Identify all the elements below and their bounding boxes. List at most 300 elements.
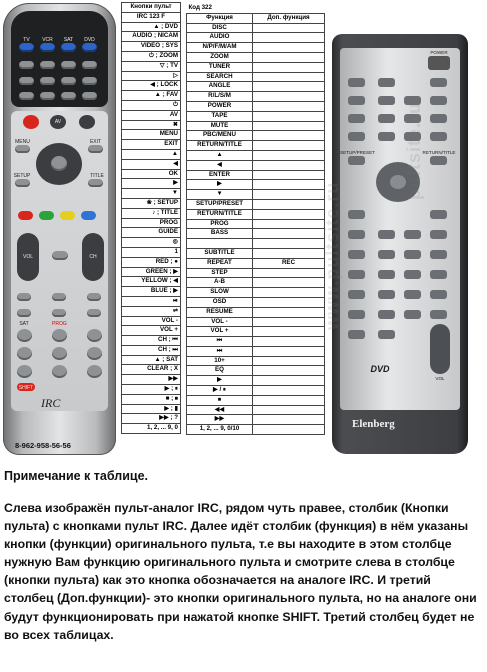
extra-function-cell <box>253 297 325 307</box>
irc-transport-5 <box>52 309 66 317</box>
button-cell: CH ; ⏭ <box>122 345 181 355</box>
extra-function-cell <box>253 248 325 258</box>
function-cell: 1, 2, ... 9, 0/10 <box>187 425 253 435</box>
buttons-table-row <box>122 91 181 101</box>
button-cell: ✖ <box>122 120 181 130</box>
functions-table <box>186 4 325 435</box>
functions-table-row <box>187 62 325 72</box>
irc-video-button <box>40 61 55 69</box>
irc-remote-image <box>3 3 116 455</box>
buttons-table-row <box>122 140 181 150</box>
extra-function-cell <box>253 346 325 356</box>
el-btn-eq <box>378 330 395 339</box>
buttons-table-row <box>122 198 181 208</box>
function-cell: TAPE <box>187 111 253 121</box>
functions-table-row <box>187 386 325 396</box>
buttons-table-row <box>122 257 181 267</box>
buttons-table-row <box>122 424 181 434</box>
el-btn-11 <box>430 114 447 123</box>
function-cell: ▶ / ⏸ <box>187 386 253 396</box>
functions-table-row <box>187 317 325 327</box>
extra-function-cell <box>253 268 325 278</box>
extra-function-cell <box>253 288 325 298</box>
function-cell: SETUP/PRESET <box>187 199 253 209</box>
el-btn-9 <box>378 114 395 123</box>
el-btn-u3 <box>404 290 421 299</box>
buttons-table-row <box>122 365 181 375</box>
extra-function-cell <box>253 307 325 317</box>
extra-function-cell <box>253 33 325 43</box>
extra-function-cell <box>253 121 325 131</box>
buttons-table-row <box>122 130 181 140</box>
irc-num-2 <box>52 329 67 342</box>
extra-function-cell <box>253 376 325 386</box>
button-cell: GREEN ; ▶ <box>122 267 181 277</box>
extra-function-cell <box>253 111 325 121</box>
el-btn-u2 <box>378 290 395 299</box>
functions-table-row <box>187 43 325 53</box>
button-cell: ▲ ; DVD <box>122 22 181 32</box>
el-btn-step <box>378 270 395 279</box>
el-return-button <box>430 156 447 165</box>
buttons-table-row <box>122 306 181 316</box>
irc-label-tv: TV <box>23 37 30 43</box>
button-cell: ▽ ; TV <box>122 61 181 71</box>
function-cell <box>187 239 253 249</box>
irc-label-vcr: VCR <box>42 37 53 43</box>
buttons-table-row <box>122 208 181 218</box>
extra-function-cell <box>253 239 325 249</box>
buttons-table-row <box>122 32 181 42</box>
irc-guide-button <box>52 251 68 260</box>
buttons-table-row <box>122 189 181 199</box>
irc-sys-button <box>61 61 76 69</box>
buttons-table-row <box>122 247 181 257</box>
el-btn-t1 <box>348 250 365 259</box>
button-cell: CH ; ⏮ <box>122 336 181 346</box>
irc-vol-label: VOL <box>22 254 33 260</box>
irc-phone: 8-962-958-56-56 <box>15 441 71 450</box>
functions-table-row <box>187 23 325 33</box>
extra-function-cell <box>253 150 325 160</box>
irc-sat-button <box>61 43 76 52</box>
button-cell: RED ; ● <box>122 257 181 267</box>
function-cell: ▶▶ <box>187 415 253 425</box>
functions-table-row <box>187 395 325 405</box>
extra-function-cell <box>253 170 325 180</box>
functions-table-row <box>187 141 325 151</box>
buttons-table-header: Кнопки пульт <box>122 3 181 13</box>
el-setup-label: SETUP/PRESET <box>340 150 375 155</box>
buttons-table-row <box>122 414 181 424</box>
function-cell: ▼ <box>187 190 253 200</box>
buttons-table-row <box>122 238 181 248</box>
buttons-table-row <box>122 336 181 346</box>
button-cell: CLEAR ; X <box>122 365 181 375</box>
buttons-table-row <box>122 149 181 159</box>
functions-table-row <box>187 170 325 180</box>
irc-yellow-button <box>60 211 75 220</box>
el-pbc-button <box>430 210 447 219</box>
irc-num-5 <box>52 347 67 360</box>
function-cell: AUDIO <box>187 33 253 43</box>
function-cell: ◀ <box>187 160 253 170</box>
el-btn-bass <box>404 310 421 319</box>
el-btn-1 <box>348 78 365 87</box>
el-btn-tape <box>430 230 447 239</box>
functions-table-row <box>187 131 325 141</box>
function-cell: A-B <box>187 278 253 288</box>
extra-function-cell <box>253 229 325 239</box>
buttons-table-row <box>122 296 181 306</box>
button-cell: AV <box>122 110 181 120</box>
watermark-1: www.pultsite.ru <box>322 181 342 330</box>
buttons-table-row <box>122 375 181 385</box>
irc-sp-button <box>40 92 55 100</box>
functions-table-row <box>187 229 325 239</box>
irc-title-button <box>88 179 103 187</box>
functions-table-row <box>187 239 325 249</box>
button-cell: ⏻ ; ZOOM <box>122 51 181 61</box>
functions-table-row <box>187 121 325 131</box>
extra-function-cell <box>253 356 325 366</box>
irc-num-7 <box>17 365 32 378</box>
irc-setup-button <box>15 179 30 187</box>
button-cell: ▲ <box>122 149 181 159</box>
el-btn-t4 <box>430 250 447 259</box>
irc-title-label: TITLE <box>90 173 104 179</box>
button-cell: ◀ ; LOCK <box>122 81 181 91</box>
irc-transport-2 <box>52 293 66 301</box>
irc-green-button <box>39 211 54 220</box>
button-cell: ▲ ; FAV <box>122 91 181 101</box>
el-btn-subtitle <box>378 310 395 319</box>
note-body: Слева изображён пульт-аналог IRC, рядом чуть правее, столбик (Кнопки пульта) с кнопками пульт IRC. Далее идёт столбик (функция) в нём указаны кнопки (функции) оригинального пульта, т.е вы находите в этом столбце нужную Вам функцию оригинального пульта и смотрите слева в столбце (кнопки пульта) как это кнопка обозначается на аналоге IRC. И третий столбец (Доп.функции)- это кнопки оригинального пульта, но на аналоге они будут функционировать при нажатой кнопке SHIFT. Третий столбец будет не во всех таблицах. <box>4 501 477 642</box>
button-cell: GUIDE <box>122 228 181 238</box>
button-cell: MENU <box>122 130 181 140</box>
buttons-table-row <box>122 316 181 326</box>
button-cell: EXIT <box>122 140 181 150</box>
function-cell: ▶ <box>187 180 253 190</box>
functions-table-row <box>187 209 325 219</box>
extra-function-cell <box>253 425 325 435</box>
button-cell: ◀ <box>122 159 181 169</box>
functions-table-row <box>187 366 325 376</box>
extra-function-cell <box>253 337 325 347</box>
button-cell: ♪ ; TITLE <box>122 208 181 218</box>
buttons-table-row <box>122 287 181 297</box>
el-btn-slow <box>430 270 447 279</box>
irc-red-button <box>18 211 33 220</box>
buttons-table-row <box>122 218 181 228</box>
irc-menu-label: MENU <box>15 139 30 145</box>
function-cell: REPEAT <box>187 258 253 268</box>
irc-exit-label: EXIT <box>89 139 102 145</box>
function-cell: ⏭ <box>187 346 253 356</box>
button-cell: ▲ ; SAT <box>122 355 181 365</box>
button-cell: ▶▶ <box>122 375 181 385</box>
button-cell: ▶ ; ▮ <box>122 404 181 414</box>
extra-function-cell <box>253 395 325 405</box>
irc-ch-label: CH <box>89 254 97 260</box>
el-btn-angle <box>348 310 365 319</box>
el-btn-3 <box>430 78 447 87</box>
functions-table-row <box>187 356 325 366</box>
buttons-table-row <box>122 71 181 81</box>
irc-label-dvd: DVD <box>84 37 95 43</box>
function-cell: SEARCH <box>187 72 253 82</box>
buttons-table-row <box>122 22 181 32</box>
function-cell: OSD <box>187 297 253 307</box>
elenberg-remote-image <box>332 34 468 454</box>
function-cell: ZOOM <box>187 52 253 62</box>
extra-function-cell <box>253 180 325 190</box>
button-cell: ▷ <box>122 71 181 81</box>
function-cell: SLOW <box>187 288 253 298</box>
function-cell: ▶ <box>187 376 253 386</box>
functions-table-row <box>187 101 325 111</box>
functions-table-row <box>187 72 325 82</box>
irc-dvd-button <box>82 43 97 52</box>
button-cell: ◎ <box>122 238 181 248</box>
function-cell: ▲ <box>187 150 253 160</box>
irc-menu-button <box>15 145 30 153</box>
irc-transport-3 <box>87 293 101 301</box>
irc-clear-button <box>87 329 102 342</box>
el-btn-tape2 <box>404 230 421 239</box>
irc-zoom2-button <box>82 77 97 85</box>
extra-function-cell <box>253 141 325 151</box>
function-cell: ENTER <box>187 170 253 180</box>
irc-mute-x-button <box>79 115 95 129</box>
extra-function-cell <box>253 62 325 72</box>
extra-function-cell: REC <box>253 258 325 268</box>
irc-transport-1 <box>17 293 31 301</box>
functions-table-row <box>187 268 325 278</box>
buttons-table-row <box>122 42 181 52</box>
function-cell: RESUME <box>187 307 253 317</box>
extra-col-header: Доп. функция <box>253 13 325 23</box>
irc-num-6 <box>87 347 102 360</box>
extra-function-cell <box>253 43 325 53</box>
el-btn-5 <box>378 96 395 105</box>
el-vol-rocker <box>430 324 450 374</box>
extra-function-cell <box>253 82 325 92</box>
irc-exit-button <box>88 145 103 153</box>
functions-table-row <box>187 219 325 229</box>
el-btn-repeat <box>430 310 447 319</box>
buttons-table-row <box>122 51 181 61</box>
button-cell: 1, 2, ... 9, 0 <box>122 424 181 434</box>
function-cell: BASS <box>187 229 253 239</box>
el-btn-7 <box>430 96 447 105</box>
extra-function-cell <box>253 405 325 415</box>
el-btn-ab <box>404 270 421 279</box>
irc-lock-button <box>61 92 76 100</box>
function-cell: ⏮ <box>187 337 253 347</box>
irc-tv3-button <box>19 92 34 100</box>
button-cell: PROG <box>122 218 181 228</box>
functions-table-row <box>187 92 325 102</box>
functions-table-row <box>187 52 325 62</box>
extra-function-cell <box>253 131 325 141</box>
irc-logo: IRC <box>41 396 61 410</box>
functions-table-row <box>187 307 325 317</box>
functions-table-row <box>187 278 325 288</box>
function-cell: VOL + <box>187 327 253 337</box>
extra-function-cell <box>253 327 325 337</box>
irc-blue-button <box>81 211 96 220</box>
el-return-label: RETURN/TITLE <box>422 150 456 155</box>
elenberg-brand: Elenberg <box>352 418 395 430</box>
buttons-table-row <box>122 81 181 91</box>
irc-fav-button <box>82 92 97 100</box>
el-btn-osd <box>348 270 365 279</box>
functions-table-row <box>187 111 325 121</box>
functions-table-row <box>187 346 325 356</box>
extra-function-cell <box>253 415 325 425</box>
irc-transport-4 <box>17 309 31 317</box>
function-cell: ◀◀ <box>187 405 253 415</box>
button-cell: ⇌ <box>122 306 181 316</box>
function-cell: PBC/MENU <box>187 131 253 141</box>
elenberg-power-button <box>428 56 450 70</box>
functions-col-header: Функция <box>187 13 253 23</box>
irc-num-1 <box>17 329 32 342</box>
functions-table-row <box>187 376 325 386</box>
function-cell: TUNER <box>187 62 253 72</box>
irc-menu2-button <box>61 77 76 85</box>
button-cell: VIDEO ; SYS <box>122 42 181 52</box>
irc-power-button <box>23 115 39 129</box>
button-cell: ■ ; ⏹ <box>122 394 181 404</box>
el-btn-rec <box>348 230 365 239</box>
el-setup-button <box>348 156 365 165</box>
functions-table-row <box>187 327 325 337</box>
functions-table-row <box>187 297 325 307</box>
button-cell: VOL - <box>122 316 181 326</box>
el-btn-15 <box>430 132 447 141</box>
irc-vcr-button <box>40 43 55 52</box>
function-cell: 10+ <box>187 356 253 366</box>
functions-table-row <box>187 190 325 200</box>
el-btn-t3 <box>404 250 421 259</box>
irc-tv-button <box>19 43 34 52</box>
irc-tv2-button <box>19 77 34 85</box>
function-cell: N/P/F/M/AM <box>187 43 253 53</box>
button-cell: ⏯ <box>122 296 181 306</box>
el-btn-u4 <box>430 290 447 299</box>
irc-audio-button <box>19 61 34 69</box>
el-btn-t2 <box>378 250 395 259</box>
button-cell: YELLOW ; ◀ <box>122 277 181 287</box>
extra-function-cell <box>253 199 325 209</box>
function-cell: POWER <box>187 101 253 111</box>
extra-function-cell <box>253 219 325 229</box>
buttons-table-row <box>122 179 181 189</box>
extra-function-cell <box>253 92 325 102</box>
el-btn-13 <box>378 132 395 141</box>
irc-av-label: AV <box>54 119 62 125</box>
buttons-table <box>121 2 181 434</box>
buttons-table-row <box>122 355 181 365</box>
irc-ok-button <box>51 156 67 171</box>
functions-table-row <box>187 180 325 190</box>
buttons-table-row <box>122 385 181 395</box>
extra-function-cell <box>253 72 325 82</box>
irc-num-4 <box>17 347 32 360</box>
functions-table-row <box>187 82 325 92</box>
el-zoom-button <box>348 210 365 219</box>
function-cell: PROG <box>187 219 253 229</box>
buttons-table-row <box>122 110 181 120</box>
function-cell: STEP <box>187 268 253 278</box>
buttons-table-subheader: IRC 123 F <box>122 12 181 22</box>
note-title: Примечание к таблице. <box>4 469 149 483</box>
button-cell: ▶▶ ; ? <box>122 414 181 424</box>
irc-mute-button <box>40 77 55 85</box>
functions-table-row <box>187 248 325 258</box>
buttons-table-row <box>122 169 181 179</box>
button-cell: BLUE ; ▶ <box>122 287 181 297</box>
functions-table-row <box>187 415 325 425</box>
watermark-2: pultsite.ru <box>404 101 424 200</box>
extra-function-cell <box>253 23 325 33</box>
buttons-table-row <box>122 159 181 169</box>
function-cell: RETURN/TITLE <box>187 209 253 219</box>
button-cell: VOL + <box>122 326 181 336</box>
buttons-table-row <box>122 267 181 277</box>
el-btn-8 <box>348 114 365 123</box>
extra-function-cell <box>253 278 325 288</box>
function-cell: DISC <box>187 23 253 33</box>
functions-table-row <box>187 150 325 160</box>
irc-shift-label: SHIFT <box>18 385 34 391</box>
functions-table-row <box>187 405 325 415</box>
functions-table-row <box>187 288 325 298</box>
buttons-table-row <box>122 61 181 71</box>
function-cell: SUBTITLE <box>187 248 253 258</box>
function-cell: ⏹ <box>187 395 253 405</box>
buttons-table-row <box>122 277 181 287</box>
el-btn-2 <box>378 78 395 87</box>
button-cell: AUDIO ; NICAM <box>122 32 181 42</box>
irc-prog-label: PROG <box>52 321 67 327</box>
function-cell: R/L/S/M <box>187 92 253 102</box>
button-cell: ▼ <box>122 189 181 199</box>
extra-function-cell <box>253 190 325 200</box>
extra-function-cell <box>253 386 325 396</box>
irc-setup-label: SETUP <box>13 173 31 179</box>
button-cell: OK <box>122 169 181 179</box>
function-cell: VOL - <box>187 317 253 327</box>
irc-transport-6 <box>87 309 101 317</box>
buttons-table-row <box>122 228 181 238</box>
elenberg-power-label: POWER <box>430 50 448 55</box>
functions-table-title: Код 322 <box>187 4 325 13</box>
irc-label-sat: SAT <box>63 37 74 43</box>
buttons-table-row <box>122 326 181 336</box>
function-cell: RETURN/TITLE <box>187 141 253 151</box>
function-cell: EQ <box>187 366 253 376</box>
el-btn-12 <box>348 132 365 141</box>
el-vol-label: VOL <box>435 376 445 381</box>
extra-function-cell <box>253 52 325 62</box>
buttons-table-row <box>122 394 181 404</box>
el-dvd-logo: DVD <box>370 364 390 374</box>
extra-function-cell <box>253 317 325 327</box>
function-cell: ANGLE <box>187 82 253 92</box>
